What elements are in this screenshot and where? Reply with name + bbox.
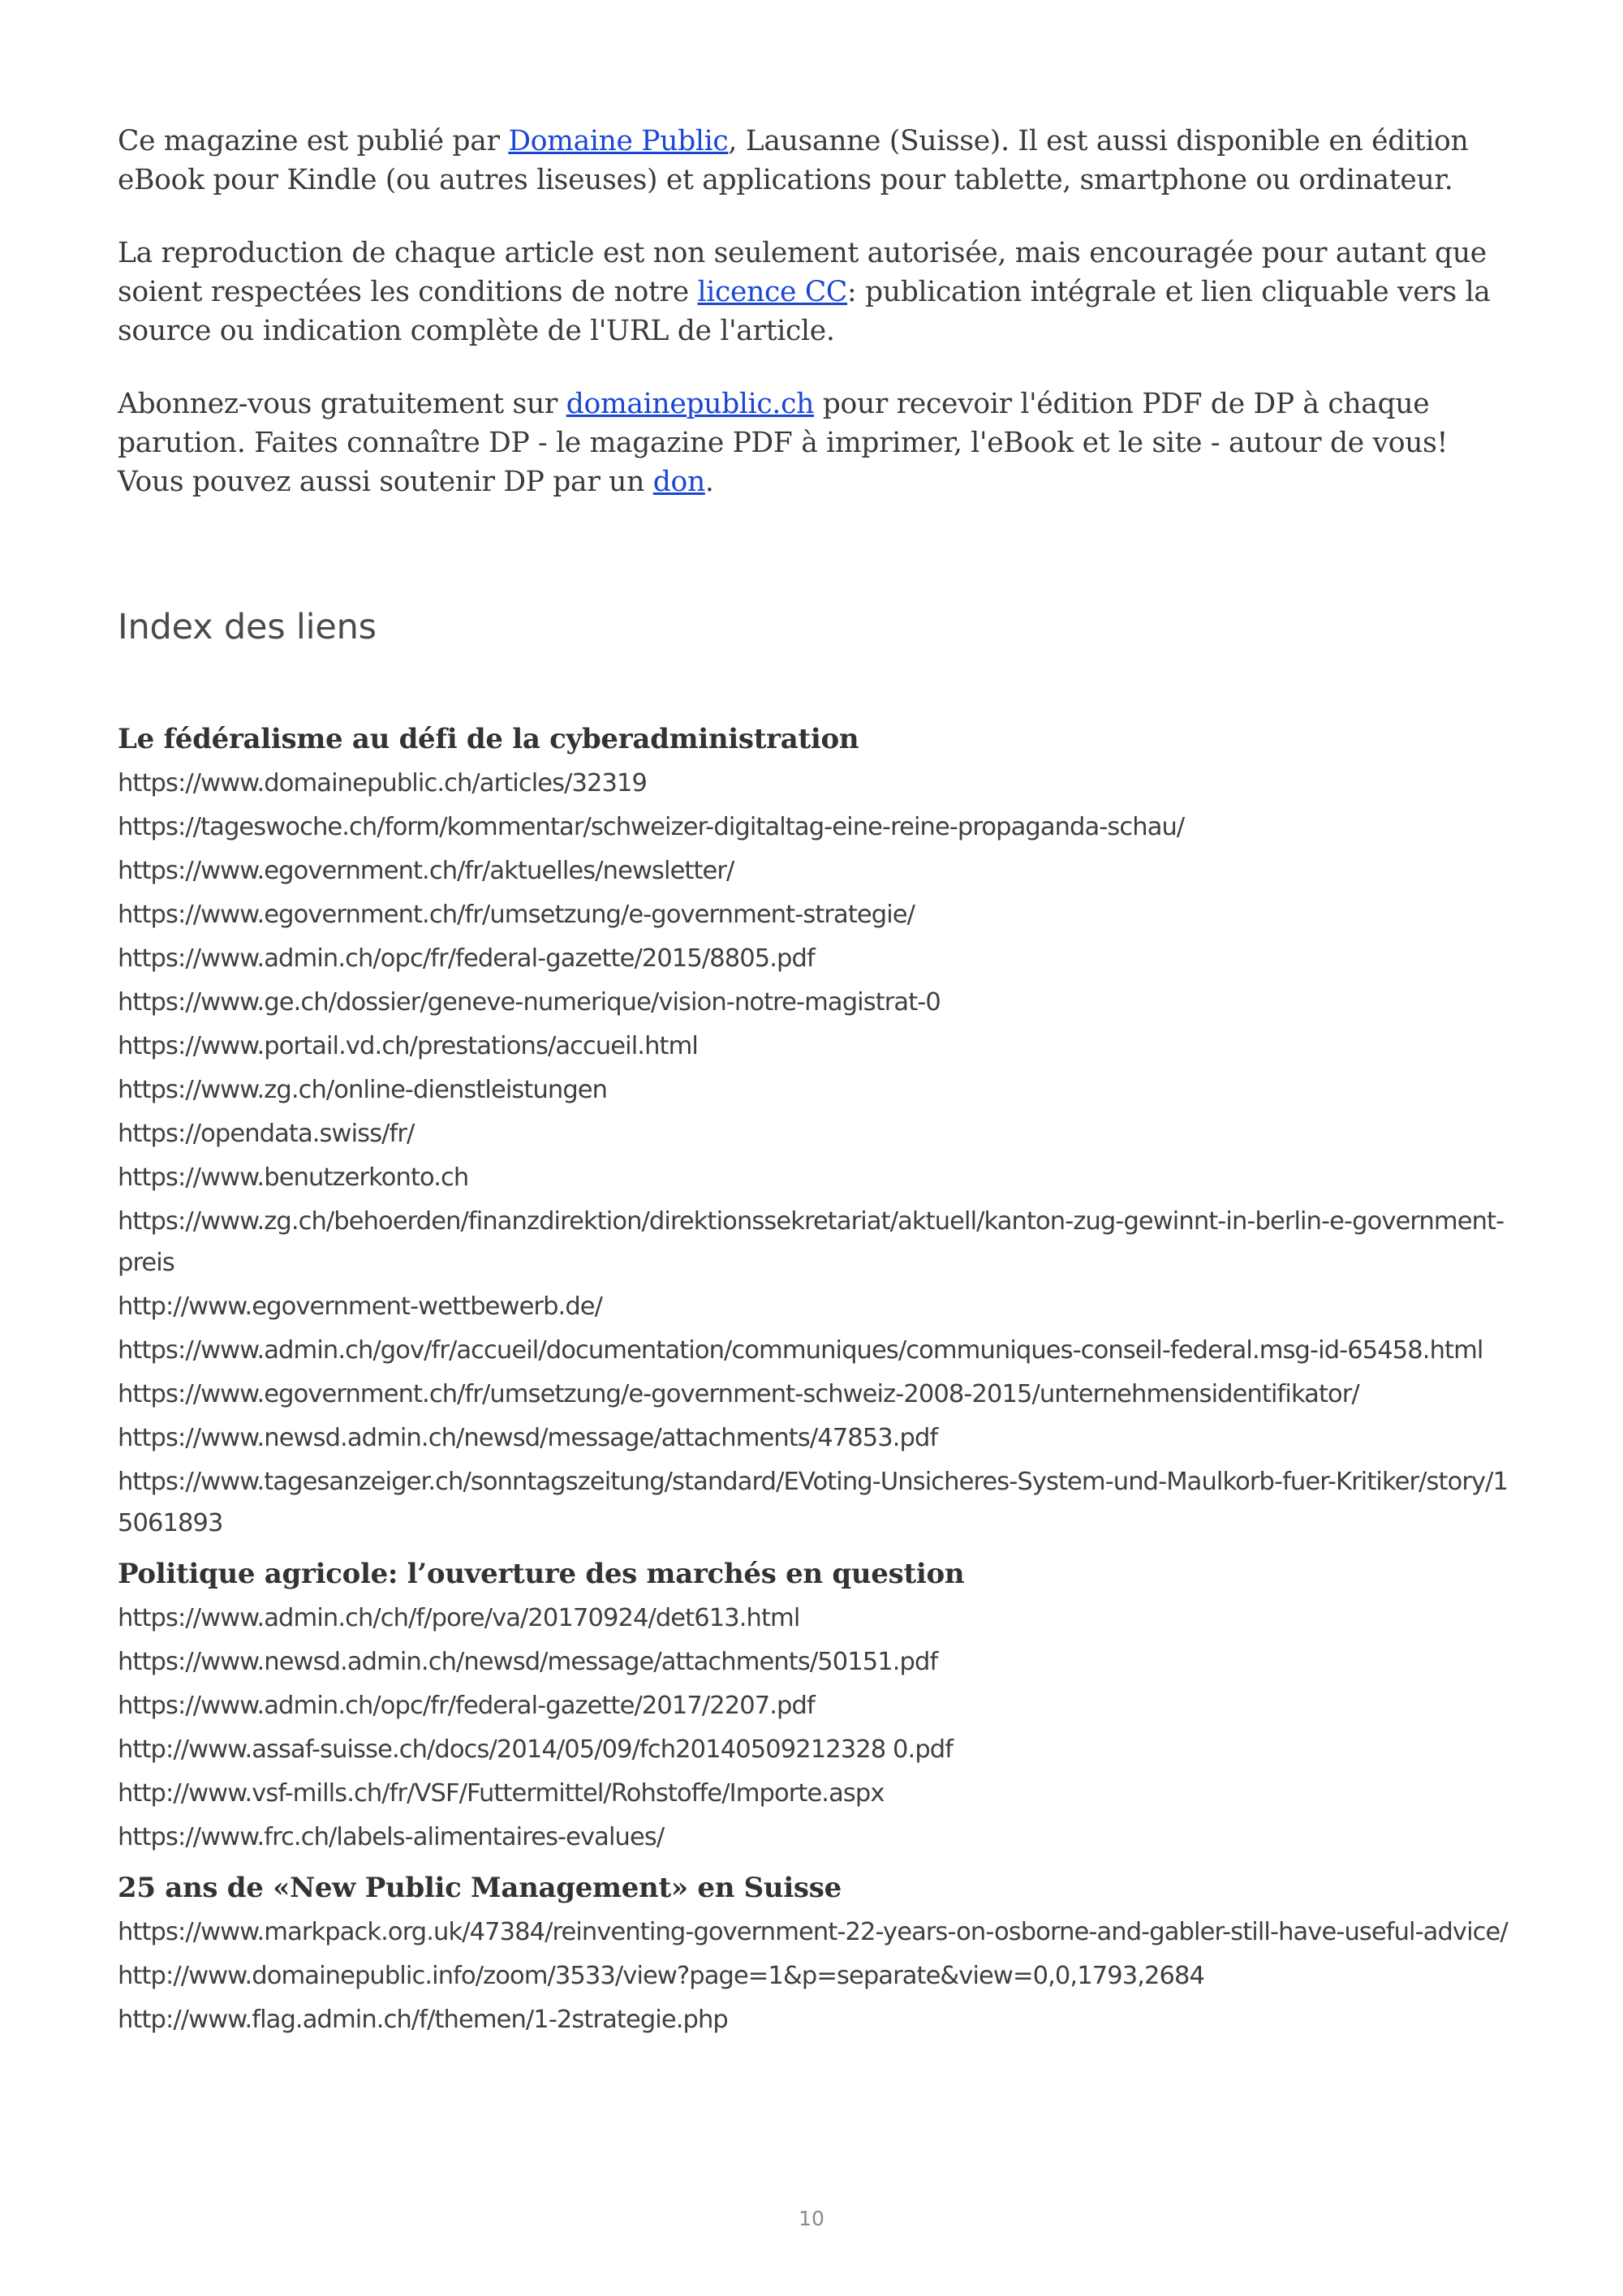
section-title: 25 ans de «New Public Management» en Suisse [118,1872,842,1904]
link-url[interactable]: https://www.admin.ch/opc/fr/federal-gazette/2015/8805.pdf [118,944,815,973]
domaine-public-link[interactable]: Domaine Public [508,125,729,157]
link-url[interactable]: https://www.admin.ch/gov/fr/accueil/documentation/communiques/communiques-conseil-federal.msg-id-65458.html [118,1336,1483,1365]
link-url[interactable]: https://opendata.swiss/fr/ [118,1120,415,1148]
link-url[interactable]: https://www.domainepublic.ch/articles/32319 [118,769,648,798]
link-url[interactable]: https://www.egovernment.ch/fr/umsetzung/e-government-strategie/ [118,901,915,929]
intro-text: , Lausanne (Suisse). Il est aussi disponible en édition eBook pour Kindle (ou autres liseuses) et applications pour tablette, smartphone ou ordinateur. [118,125,1469,196]
intro-text: La reproduction de chaque article est non seulement autorisée, mais encouragée pour autant que soient respectées les conditions de notre [118,237,1487,308]
intro-text: Abonnez-vous gratuitement sur [118,388,566,420]
link-url[interactable]: http://www.assaf-suisse.ch/docs/2014/05/09/fch20140509212328 0.pdf [118,1735,954,1764]
link-url[interactable]: https://www.benutzerkonto.ch [118,1163,469,1192]
link-url[interactable]: https://www.egovernment.ch/fr/aktuelles/newsletter/ [118,857,734,885]
link-url[interactable]: https://www.zg.ch/online-dienstleistungen [118,1076,608,1104]
link-url[interactable]: http://www.egovernment-wettbewerb.de/ [118,1292,603,1321]
link-url[interactable]: http://www.flag.admin.ch/f/themen/1-2strategie.php [118,2006,728,2034]
section-title: Le fédéralisme au défi de la cyberadministration [118,723,859,755]
intro-text: . [704,466,714,498]
don-link[interactable]: don [652,466,705,498]
intro-block [118,122,1513,501]
licence-cc-link[interactable]: licence CC [697,276,848,308]
index-section [118,1868,1513,2040]
link-url[interactable]: https://www.portail.vd.ch/prestations/accueil.html [118,1032,698,1060]
link-url[interactable]: http://www.domainepublic.info/zoom/3533/view?page=1&p=separate&view=0,0,1793,2684 [118,1962,1205,1990]
intro-paragraph-publisher [118,122,1513,200]
link-url[interactable]: https://www.admin.ch/opc/fr/federal-gazette/2017/2207.pdf [118,1692,815,1720]
link-url[interactable]: https://www.tagesanzeiger.ch/sonntagszeitung/standard/EVoting-Unsicheres-System-und-Maulkorb-fuer-Kritiker/story/15061893 [118,1468,1508,1537]
document-page [118,122,1513,2050]
intro-text: pour recevoir l'édition PDF de DP à chaque parution. Faites connaître DP - le magazine PDF à imprimer, l'eBook et le site - autour de vous! Vous pouvez aussi soutenir DP par un [118,388,1449,498]
link-url[interactable]: https://www.newsd.admin.ch/newsd/message/attachments/47853.pdf [118,1424,938,1452]
index-section [118,719,1513,1544]
index-sections [118,719,1513,2040]
link-url[interactable]: https://tageswoche.ch/form/kommentar/schweizer-digitaltag-eine-reine-propaganda-schau/ [118,813,1185,841]
intro-paragraph-subscribe [118,385,1513,501]
section-title: Politique agricole: l’ouverture des marchés en question [118,1558,965,1590]
link-url[interactable]: https://www.admin.ch/ch/f/pore/va/20170924/det613.html [118,1604,800,1632]
intro-text: : publication intégrale et lien cliquable vers la source ou indication complète de l'URL de l'article. [118,276,1491,347]
link-url[interactable]: https://www.frc.ch/labels-alimentaires-evalues/ [118,1823,665,1851]
intro-paragraph-license [118,234,1513,350]
page-number: 10 [799,2207,824,2230]
link-url[interactable]: https://www.ge.ch/dossier/geneve-numerique/vision-notre-magistrat-0 [118,988,941,1017]
link-url[interactable]: https://www.newsd.admin.ch/newsd/message/attachments/50151.pdf [118,1648,938,1676]
domainepublic-link[interactable]: domainepublic.ch [566,388,815,420]
index-title: Index des liens [118,607,377,647]
intro-text: Ce magazine est publié par [118,125,509,157]
link-url[interactable]: http://www.vsf-mills.ch/fr/VSF/Futtermittel/Rohstoffe/Importe.aspx [118,1779,885,1808]
link-url[interactable]: https://www.markpack.org.uk/47384/reinventing-government-22-years-on-osborne-and-gabler-still-have-useful-advice/ [118,1918,1508,1946]
link-url[interactable]: https://www.zg.ch/behoerden/finanzdirektion/direktionssekretariat/aktuell/kanton-zug-gewinnt-in-berlin-e-government-preis [118,1207,1505,1277]
index-section [118,1554,1513,1858]
link-url[interactable]: https://www.egovernment.ch/fr/umsetzung/e-government-schweiz-2008-2015/unternehmensidentifikator/ [118,1380,1359,1408]
